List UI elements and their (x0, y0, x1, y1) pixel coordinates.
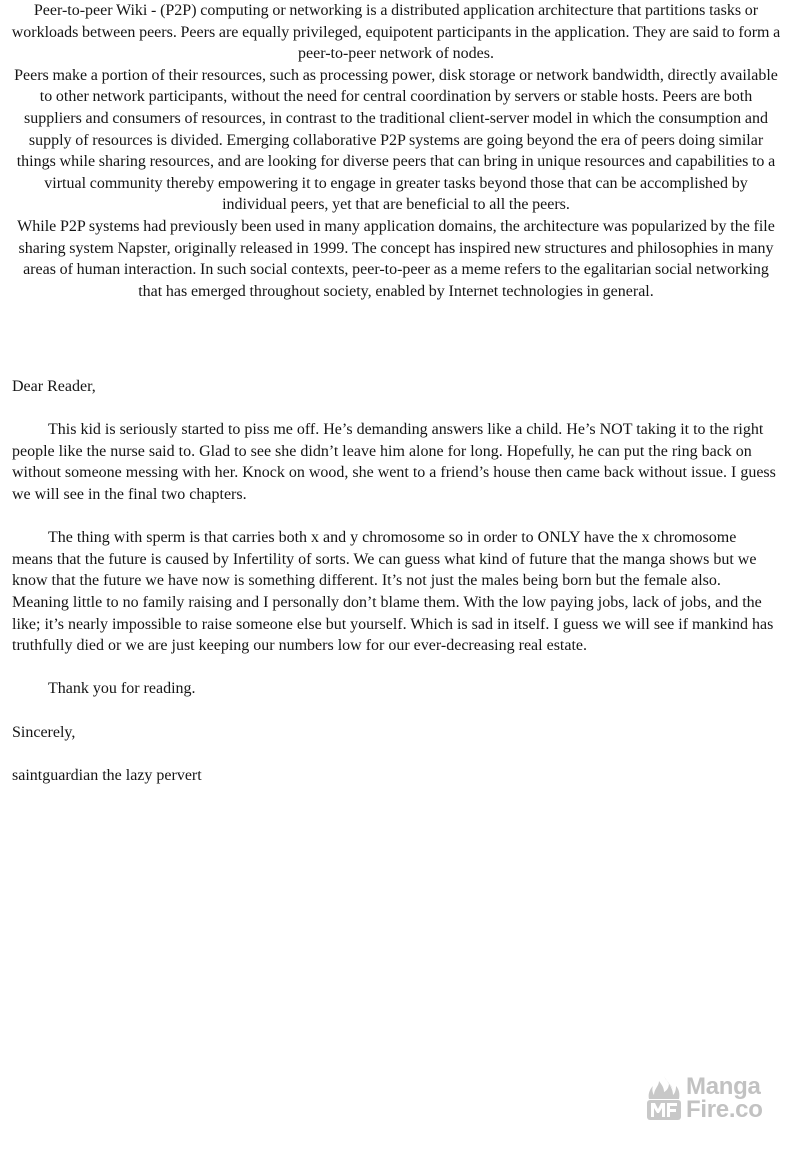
letter-salutation: Dear Reader, (12, 378, 96, 395)
mangafire-flame-logo-icon (644, 1074, 684, 1122)
wiki-paragraph: While P2P systems had previously been used in many application domains, the architecture was popularized by the file sharing system Napster, originally released in 1999. The concept has inspired new structures and philosophies in many areas of human interaction. In such social contexts, peer-to-peer as a meme refers to the egalitarian social networking that has emerged throughout society, enabled by Internet technologies in general. (17, 217, 775, 300)
letter-closing: Sincerely, (12, 723, 76, 741)
letter-to-reader (12, 376, 778, 808)
letter-signature: saintguardian the lazy pervert (12, 766, 202, 784)
letter-body-paragraph: The thing with sperm is that carries both x and y chromosome so in order to ONLY have the x chromosome means that the future is caused by Infertility of sorts. We can guess what kind of future that the manga shows but we know that the future we have now is something different. It’s not just the males being born but the female also. Meaning little to no family raising and I personally don’t blame them. With the low paying jobs, lack of jobs, and the like; it’s nearly impossible to raise someone else but yourself. Which is sad in itself. I guess we will see if mankind has truthfully died or we are just keeping our numbers low for our ever-decreasing real estate. (12, 529, 774, 655)
watermark-text-line-2: Fire.co (686, 1096, 763, 1123)
letter-thanks: Thank you for reading. (48, 680, 196, 698)
mangafire-watermark (644, 1074, 774, 1124)
letter-body-paragraph: This kid is seriously started to piss me off. He’s demanding answers like a child. He’s NOT taking it to the right people like the nurse said to. Glad to see she didn’t leave him alone for long. Hopefully, he can put the ring back on without someone messing with her. Knock on wood, she went to a friend’s house then came back without issue. I guess we will see in the final two chapters. (12, 421, 776, 503)
wiki-paragraph: Peers make a portion of their resources, such as processing power, disk storage or network bandwidth, directly available to other network participants, without the need for central coordination by servers or stable hosts. Peers are both suppliers and consumers of resources, in contrast to the traditional client-server model in which the consumption and supply of resources is divided. Emerging collaborative P2P systems are going beyond the era of peers doing similar things while sharing resources, and are looking for diverse peers that can bring in unique resources and capabilities to a virtual community thereby empowering it to engage in greater tasks beyond those that can be accomplished by individual peers, yet that are beneficial to all the peers. (14, 66, 778, 214)
p2p-wiki-intro (10, 0, 782, 302)
wiki-paragraph: Peer-to-peer Wiki - (P2P) computing or networking is a distributed application architecture that partitions tasks or workloads between peers. Peers are equally privileged, equipotent participants in the application. They are said to form a peer-to-peer network of nodes. (11, 2, 781, 63)
watermark-text-line-1: Manga (686, 1073, 761, 1100)
